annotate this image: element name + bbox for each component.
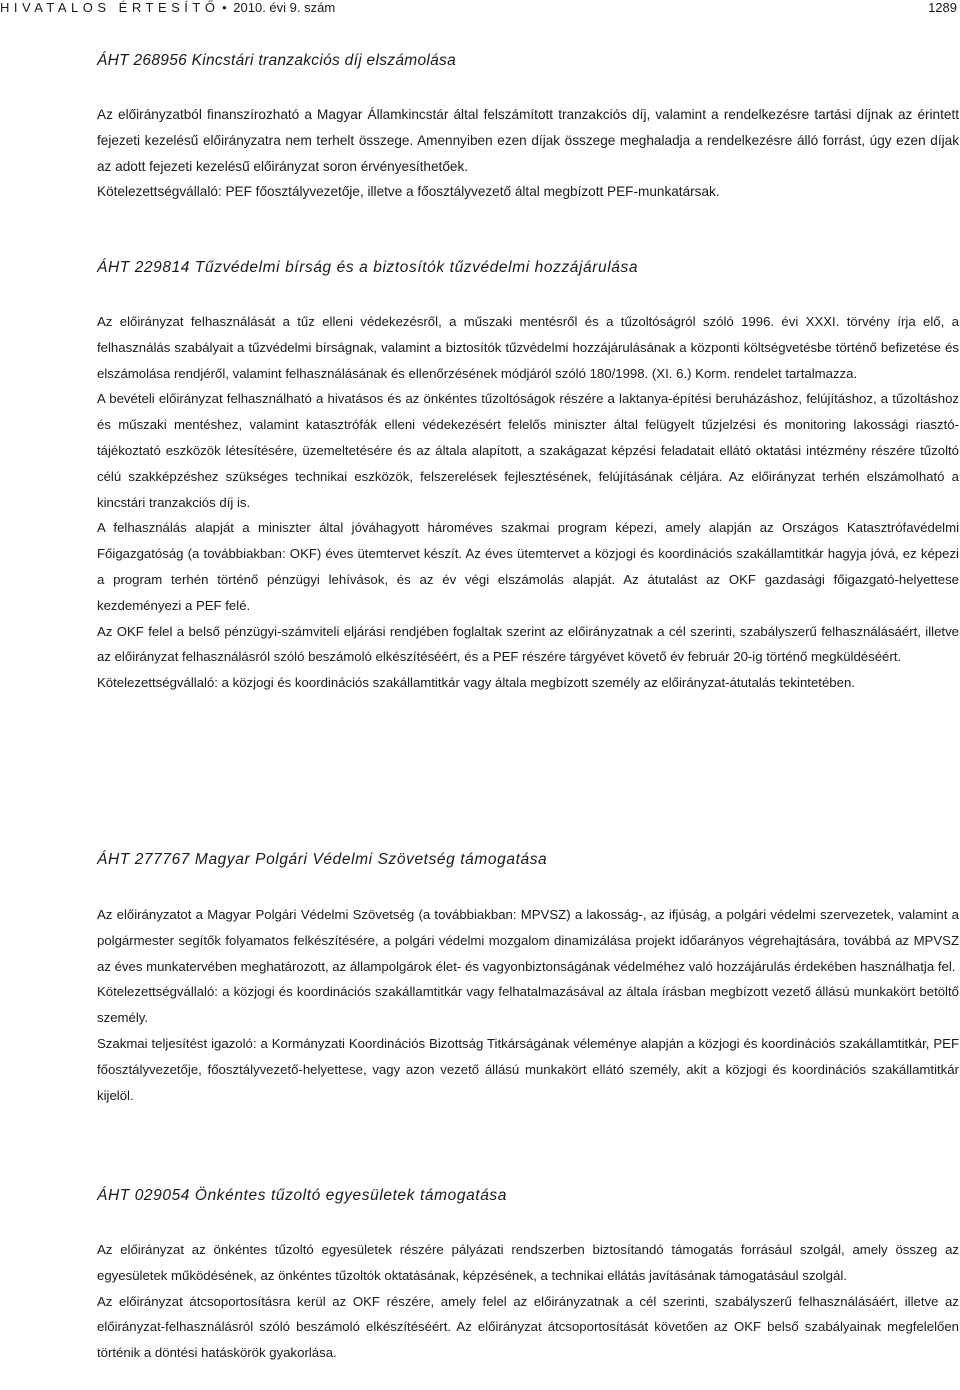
paragraph: Kötelezettségvállaló: PEF főosztályvezetője, illetve a főosztályvezető által megbízott PEF-munkatársak. bbox=[97, 184, 720, 200]
page-number: 1289 bbox=[928, 0, 957, 15]
paragraph: Az előirányzatból finanszírozható a Magyar Államkincstár által felszámított tranzakciós díj, valamint a rendelkezésre tartási díjnak az érintett fejezeti kezelésű előirányzatra nem terhelt összege. Amennyiben ezen díjak összege meghaladja a rendelkezésre álló forrást, úgy ezen díjak az adott fejezeti kezelésű előirányzat soron érvényesíthetőek. bbox=[97, 107, 959, 174]
section-title: ÁHT 277767 Magyar Polgári Védelmi Szövetség támogatása bbox=[97, 851, 548, 868]
page-header bbox=[0, 0, 960, 20]
paragraph: Az előirányzat az önkéntes tűzoltó egyesületek részére pályázati rendszerben biztosítandó támogatás forrásául szolgál, amely összeg az egyesületek működésének, az önkéntes tűzoltók oktatásának, képzésének, a technikai ellátás javításának támogatásául szolgál. bbox=[97, 1242, 959, 1283]
paragraph: Kötelezettségvállaló: a közjogi és koordinációs szakállamtitkár vagy felhatalmazásával az általa írásban megbízott vezető állású munkakört betöltő személy. bbox=[97, 984, 959, 1026]
section-body bbox=[97, 309, 959, 696]
paragraph: Az előirányzat átcsoportosításra kerül az OKF részére, amely felel az előirányzatnak a cél szerinti, szabályszerű felhasználásáért, illetve az előirányzat-felhasználásról szóló beszámoló elkészítéséért. Az előirányzat átcsoportosítását követően az OKF belső szabályainak megfelelően történik a döntési hatáskörök gyakorlása. bbox=[97, 1293, 959, 1361]
section-029054 bbox=[97, 1186, 959, 1361]
section-title: ÁHT 268956 Kincstári tranzakciós díj elszámolása bbox=[97, 52, 457, 69]
journal-name: HIVATALOS ÉRTESÍTŐ bbox=[0, 0, 220, 15]
paragraph: Az előirányzat felhasználását a tűz elleni védekezésről, a műszaki mentésről és a tűzoltóságról szóló 1996. évi XXXI. törvény írja elő, a felhasználás szabályait a tűzvédelmi bírságnak, valamint a biztosítók tűzvédelmi hozzájárulásának a központi költségvetésbe történő befizetése és elszámolása rendjéről, valamint felhasználásának és ellenőrzésének módjáról szóló 180/1998. (XI. 6.) Korm. rendelet tartalmazza. bbox=[97, 314, 959, 381]
section-body bbox=[97, 1237, 959, 1366]
section-268956 bbox=[97, 51, 959, 200]
section-title: ÁHT 029054 Önkéntes tűzoltó egyesületek támogatása bbox=[97, 1187, 507, 1204]
paragraph: Kötelezettségvállaló: a közjogi és koordinációs szakállamtitkár vagy általa megbízott személy az előirányzat-átutalás tekintetében. bbox=[97, 675, 855, 691]
paragraph: A bevételi előirányzat felhasználható a hivatásos és az önkéntes tűzoltóságok részére a laktanya-építési beruházáshoz, felújításhoz, a tűzoltáshoz és műszaki mentéshez, valamint katasztrófák elleni védekezésért felelős miniszter által felügyelt tűzjelzési és monitoring lakossági riasztó-tájékoztató eszközök létesítésére, üzemeltetésére és az általa alapított, a szakágazat képzési feladatait ellátó oktatási intézmény részére tűzoltó célú szakképzéshez szükséges technikai eszközök, felszerelések fejlesztésének, felújításának céljára. Az előirányzat terhén elszámolható a kincstári tranzakciós díj is. bbox=[97, 391, 959, 510]
paragraph: Az előirányzatot a Magyar Polgári Védelmi Szövetség (a továbbiakban: MPVSZ) a lakosság-, az ifjúság, a polgári védelmi szervezetek, valamint a polgármester segítők folyamatos felkészítésére, a polgári védelmi mozgalom dinamizálása projekt időarányos végrehajtására, továbbá az MPVSZ az éves munkatervében meghatározott, az állampolgárok élet- és vagyonbiztonságának védelméhez való hozzájárulás érdekében használhatja fel. bbox=[97, 907, 959, 974]
section-277767 bbox=[97, 850, 959, 1103]
issue-label: 2010. évi 9. szám bbox=[233, 0, 336, 15]
paragraph: Az OKF felel a belső pénzügyi-számviteli eljárási rendjében foglaltak szerint az előirányzatnak a cél szerinti, szabályszerű felhasználásáért, illetve az előirányzat felhasználásról szóló beszámoló elkészítéséért, és a PEF részére tárgyévet követő év február 20-ig történő megküldéséért. bbox=[97, 623, 959, 665]
journal-header bbox=[0, 0, 335, 17]
section-229814 bbox=[97, 258, 959, 691]
paragraph: Szakmai teljesítést igazoló: a Kormányzati Koordinációs Bizottság Titkárságának véleménye alapján a közjogi és koordinációs szakállamtitkár, PEF főosztályvezetője, főosztályvezető-helyettese, vagy azon vezető állású munkakört ellátó személy, akit a közjogi és koordinációs szakállamtitkár kijelöl. bbox=[97, 1035, 959, 1103]
bullet-separator: • bbox=[222, 0, 227, 15]
section-body bbox=[97, 902, 959, 1108]
section-body bbox=[97, 102, 959, 205]
section-title: ÁHT 229814 Tűzvédelmi bírság és a biztosítók tűzvédelmi hozzájárulása bbox=[97, 259, 639, 276]
paragraph: A felhasználás alapját a miniszter által jóváhagyott hároméves szakmai program képezi, amely alapján az Országos Katasztrófavédelmi Főigazgatóság (a továbbiakban: OKF) éves ütemtervet készít. Az éves ütemtervet a közjogi és koordinációs szakállamtitkár hagyja jóvá, ez képezi a program terhén történő pénzügyi lehívások, és az év végi elszámolás alapját. Az átutalást az OKF gazdasági főigazgató-helyettese kezdeményezi a PEF felé. bbox=[97, 520, 959, 613]
